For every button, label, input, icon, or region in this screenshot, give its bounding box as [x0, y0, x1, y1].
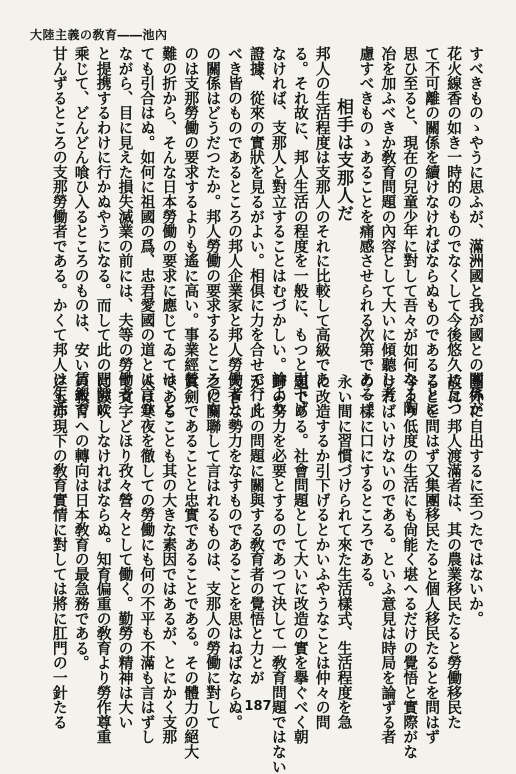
text-column: べき皆のものであるところの邦人企業家と邦人勞働者と: [226, 46, 244, 416]
text-column: 慮すべきものゝあることを痛感させられる次第である。: [357, 46, 375, 416]
text-column: 題である。社會問題として大いに改造の實を擧ぐべく朝: [291, 374, 309, 744]
text-column: 眞劍であることと忠實であることである。その體力の絕大: [182, 374, 200, 759]
text-column: のは支那勞働の要求するよりも遙に高い。事業經營: [182, 46, 200, 387]
text-column: 證據、從來の實狀を見るがよい。相俱に力を合せて行く: [247, 46, 265, 416]
text-column: 故に、邦人渡滿者は、其の農業移民たると勞働移民た: [445, 374, 463, 730]
text-column: の一樣に口にするところである。: [357, 374, 375, 596]
text-column: て不可離の關係を續けなければならぬものであることに: [423, 46, 441, 416]
text-column: 難の折から、そんな日本勞働の要求に應じてゐては、と: [160, 46, 178, 416]
text-column: 冶を加ふべきか敎育問題の內容として大いに傾聽し考: [379, 46, 397, 402]
text-column: るとを問はず又集團移民たると個人移民たるとを問はず: [423, 374, 441, 744]
text-column: が、此の問題に關與する敎育者の覺悟と力とが: [247, 374, 265, 685]
running-header: 大陸主義の敎育――池內: [30, 28, 168, 42]
text-column: 野の努力を必要とするのであつて決して一敎育問題ではない: [269, 374, 287, 774]
upper-text-block: [48, 46, 486, 416]
text-column: 圏外に自出するに至つたではないか。: [467, 374, 484, 626]
text-column: の敎育への轉向は日本敎育の最急務である。: [72, 374, 90, 670]
text-column: の關係はどうだつたか。邦人勞働の要求するところのも: [204, 46, 222, 416]
text-column: 邦人の生活程度は支那人のそれに比較して高級であ: [313, 46, 331, 387]
text-column: ても引合はぬ。如何に祖國の爲、忠君愛國の道とは言ひ: [138, 46, 156, 416]
text-column: て文字どほり孜々營々として働く。勤勞の精神は大い: [116, 374, 134, 730]
text-column: 花火線香の如き一時的のものでなくして今後悠久に亙つ: [445, 46, 463, 416]
text-column: 大きな勢力をなすものであることを思はねばならぬ。: [226, 374, 244, 730]
section-heading: 相手は支那人だ: [334, 98, 355, 223]
text-column: と提携するわけに行かぬやうになる。而して此の間隙に: [94, 46, 112, 416]
text-column: 之に關聯して言はれるものは、支那人の勞働に對して: [204, 374, 222, 730]
text-column: 永い間に習慣づけられて來た生活樣式、生活程度を急: [335, 374, 353, 730]
text-column: 人は寒夜を徹しての勞働にも何の不平も不滿も言はずし: [138, 374, 156, 744]
text-column: すべきものゝやうに思ふが、滿洲國と我が國との關係が: [467, 46, 484, 416]
text-column: 甘んずるところの支那勞働者である。かくて邦人は生活: [50, 46, 68, 416]
text-column: に改造するか引下げるとかいふやうなことは仲々の問: [313, 374, 331, 730]
text-column: 思ひ至ると、現在の兒童少年に對して吾々が如何なる陶: [401, 46, 419, 416]
text-column: に鼓吹しなければならぬ。知育偏重の敎育より勞作尊重: [94, 374, 112, 744]
text-column: る。それ故に、邦人生活の程度を一般に、もつと引下げ: [291, 46, 309, 416]
text-column: であることも其の大きな素因ではあるが、とにかく支那: [160, 374, 178, 744]
text-column: 今より低度の生活にも尙能く堪へるだけの覺悟と實際がな: [401, 374, 419, 759]
text-column: ければいけないのである。といふ意見は時局を論ずる者: [379, 374, 397, 744]
text-column: 乘じて、どんどん喰ひ入るところのものは、安い賃銀で: [72, 46, 90, 416]
text-column: 之も亦現下の敎育實情に對しては將に肛門の一針たる: [50, 374, 68, 730]
text-column: ながら、目に見えた損失滅業の前には、夫等の勞働者: [116, 46, 134, 402]
page-number: 187: [244, 699, 272, 714]
text-column: なければ、支那人と對立することはむづかしい。論より: [269, 46, 287, 416]
